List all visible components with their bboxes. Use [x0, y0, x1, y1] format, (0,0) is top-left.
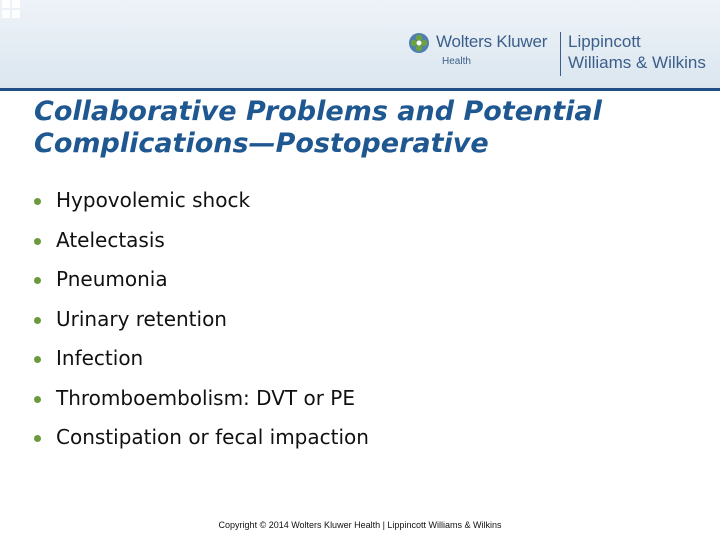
bullet-text: Hypovolemic shock — [56, 188, 251, 212]
logo-divider — [560, 32, 561, 76]
bullet-item — [34, 305, 369, 345]
bullet-item — [34, 384, 369, 424]
logo-brand-text: Wolters Kluwer — [436, 32, 548, 51]
bullet-text: Atelectasis — [56, 227, 165, 252]
bullet-item — [34, 423, 369, 463]
bullet-text: Infection — [56, 346, 144, 370]
bullet-dot-icon — [34, 198, 41, 205]
bullet-list — [34, 186, 369, 463]
slide-title — [34, 96, 694, 160]
bullet-dot-icon — [34, 238, 41, 245]
logo-partner-line1: Lippincott — [568, 32, 641, 51]
slide-title-line2: Complications—Postoperative — [34, 128, 489, 159]
bullet-dot-icon — [34, 317, 41, 324]
bullet-text: Thromboembolism: DVT or PE — [56, 385, 355, 410]
bullet-dot-icon — [34, 277, 41, 284]
bullet-item — [34, 265, 369, 305]
logo-partner-line2: Williams & Wilkins — [568, 53, 706, 72]
bullet-text: Constipation or fecal impaction — [56, 425, 369, 449]
bullet-dot-icon — [34, 396, 41, 403]
decorative-squares — [2, 0, 22, 20]
bullet-item — [34, 186, 369, 226]
header-stripe — [0, 88, 720, 91]
publisher-logo — [408, 30, 718, 80]
bullet-dot-icon — [34, 356, 41, 363]
bullet-item — [34, 226, 369, 266]
bullet-item — [34, 344, 369, 384]
slide-title-line1: Collaborative Problems and Potential — [34, 96, 602, 127]
bullet-text: Pneumonia — [56, 267, 168, 291]
logo-brand-sub: Health — [442, 56, 471, 67]
copyright-footer: Copyright © 2014 Wolters Kluwer Health | Lippincott Williams & Wilkins — [218, 520, 502, 530]
globe-logo-icon — [408, 32, 430, 54]
bullet-dot-icon — [34, 435, 41, 442]
bullet-text: Urinary retention — [56, 306, 227, 331]
